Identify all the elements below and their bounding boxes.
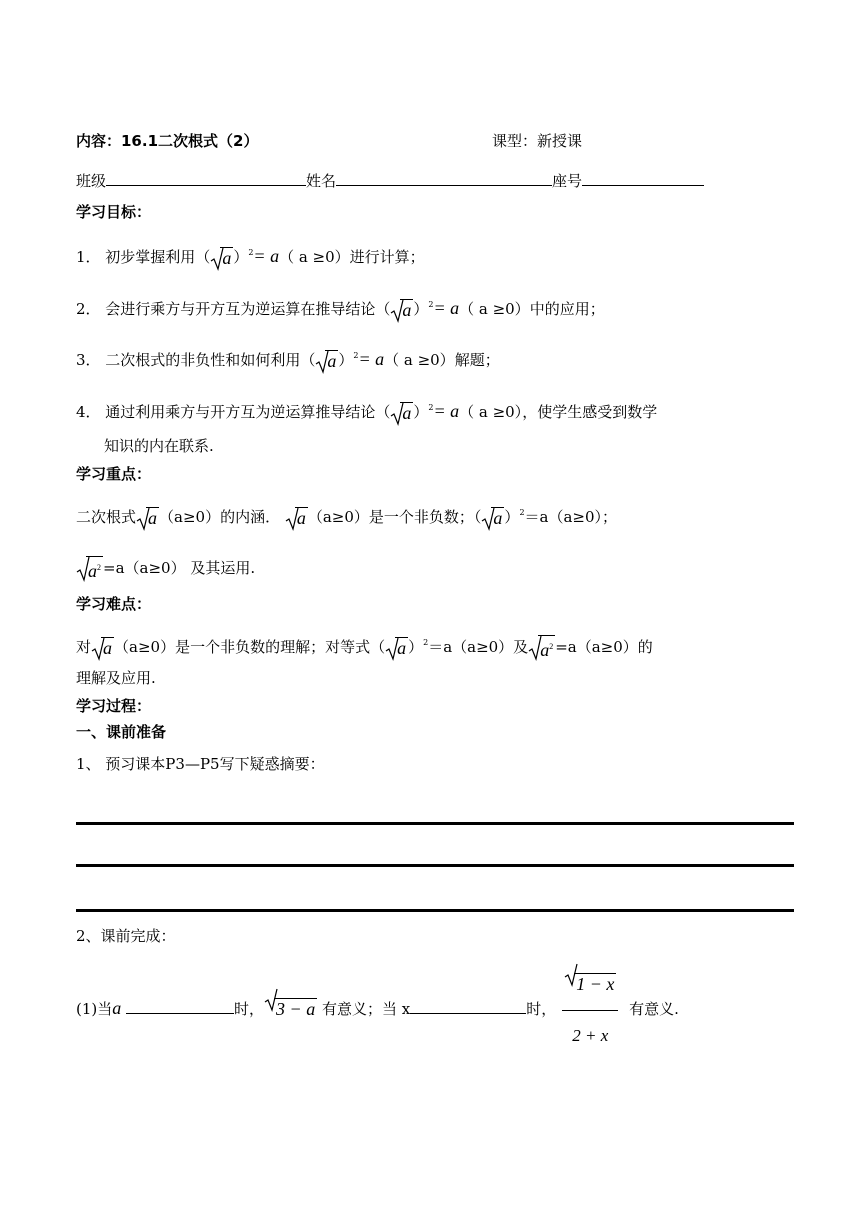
question-1: (1)当a 时， 3 − a 有意义；当 x 时， $\frac{1 - x}{2 + x}$ 有意义. — [76, 962, 679, 1058]
difficulty-line-2: 理解及应用. — [76, 669, 156, 687]
sqrt-a-symbol: a — [285, 507, 308, 529]
goal-item-1: 1． 初步掌握利用（ a ）$^2$= a（ a ≥0）进行计算； — [76, 246, 425, 268]
answer-line[interactable] — [76, 864, 794, 867]
difficulty-line-1: 对 a （a≥0）是一个非负数的理解；对等式（ a ）$^2$＝a（a≥0）及 $a^2 =a(a\ge 0)$的 — [76, 633, 653, 661]
key-heading: 学习重点： — [76, 465, 152, 483]
answer-blank[interactable] — [410, 998, 526, 1014]
sqrt-a-symbol: a — [210, 247, 233, 269]
sqrt-a-symbol: a — [136, 507, 159, 529]
sqrt-1-minus-x-symbol: 1 − x — [564, 963, 616, 1007]
name-field[interactable] — [336, 170, 552, 186]
goal-item-4-cont: 知识的内在联系. — [104, 437, 214, 455]
sqrt-a-symbol: a — [315, 350, 338, 372]
answer-line[interactable] — [76, 822, 794, 825]
class-field[interactable] — [106, 170, 306, 186]
sqrt-a-squared-symbol: $a^2$ — [76, 556, 103, 582]
name-label: 姓名 — [306, 172, 337, 190]
goal-item-4: 4． 通过利用乘方与开方互为逆运算推导结论（ a ）$^2$= a（ a ≥0），使学生感受到数学 — [76, 401, 658, 423]
key-line-1: 二次根式 a （a≥0）的内涵． a （a≥0）是一个非负数；（ a ）$^2$＝a（a≥0）； — [76, 508, 618, 528]
answer-line[interactable] — [76, 909, 794, 912]
sqrt-a-squared-symbol: $a^2$ — [528, 635, 555, 661]
content-title: 内容：16.1二次根式（2） — [76, 132, 259, 150]
section-1-title: 一、课前准备 — [76, 723, 167, 741]
student-info-row — [76, 170, 704, 191]
seat-label: 座号 — [552, 172, 583, 190]
class-label: 班级 — [76, 172, 107, 190]
lesson-type: 课型：新授课 — [492, 132, 583, 150]
goal-item-3: 3． 二次根式的非负性和如何利用（ a ）$^2$= a（ a ≥0）解题； — [76, 349, 500, 371]
seat-field[interactable] — [582, 170, 704, 186]
fraction-expression: $\frac{1 - x}{2 + x}$ — [562, 962, 618, 1058]
sqrt-a-symbol: a — [91, 637, 114, 659]
goals-heading: 学习目标： — [76, 203, 152, 221]
sqrt-a-symbol: a — [390, 299, 413, 321]
sqrt-a-symbol: a — [385, 637, 408, 659]
goal-item-2: 2． 会进行乘方与开方互为逆运算在推导结论（ a ）$^2$= a（ a ≥0）中的应用； — [76, 298, 605, 320]
difficulty-heading: 学习难点： — [76, 595, 152, 613]
sqrt-a-symbol: a — [390, 402, 413, 424]
key-line-2: $a^2 =a(a\ge 0)$ 及其运用. — [76, 556, 255, 582]
sqrt-a-symbol: a — [481, 507, 504, 529]
process-item-2: 2、课前完成： — [76, 927, 176, 945]
answer-blank[interactable] — [126, 998, 234, 1014]
process-heading: 学习过程： — [76, 697, 152, 715]
process-item-1: 1、 预习课本P3—P5写下疑惑摘要： — [76, 755, 325, 773]
sqrt-3-minus-a-symbol: 3 − a — [264, 988, 317, 1032]
